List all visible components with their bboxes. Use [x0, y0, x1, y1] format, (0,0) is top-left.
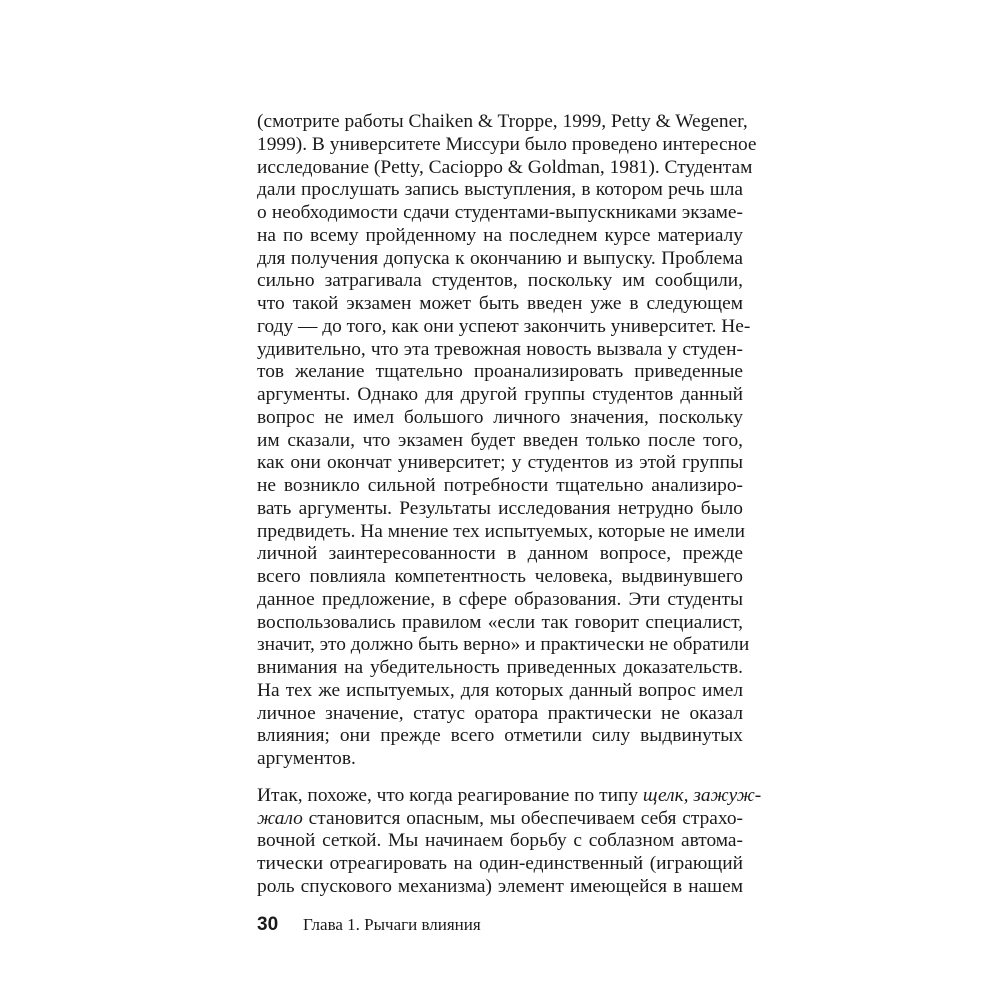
text-line: предвидеть. На мнение тех испытуемых, которые не имели — [257, 520, 746, 542]
text-line: о необходимости сдачи студентами-выпускниками экзаме- — [257, 202, 743, 223]
text-line: вопрос не имел большого личного значения, поскольку — [257, 406, 743, 428]
text-line: удивительно, что эта тревожная новость вызвала у студен- — [257, 338, 743, 360]
paragraph-1 — [257, 111, 757, 771]
text-run: Итак, похоже, что когда реагирование по типу — [257, 784, 643, 806]
running-head: Глава 1. Рычаги влияния — [303, 915, 481, 934]
text-line: роль спускового механизма) элемент имеющейся в нашем — [257, 875, 743, 897]
text-line: вать аргументы. Результаты исследования нетрудно было — [257, 497, 743, 519]
text-line: аргументов. — [257, 748, 356, 769]
paragraph-spacer — [257, 771, 743, 785]
text-line: дали прослушать запись выступления, в котором речь шла — [257, 179, 743, 201]
text-line: 1999). В университете Миссури было проведено интересное — [257, 133, 757, 155]
text-line: всего повлияла компетентность человека, выдвинувшего — [257, 566, 743, 587]
text-line: на по всему пройденному на последнем курсе материалу — [257, 224, 743, 246]
paragraph-2 — [257, 784, 762, 899]
text-line — [257, 808, 743, 831]
text-line: вочной сеткой. Мы начинаем борьбу с соблазном автома- — [257, 830, 743, 852]
text-line: личной заинтересованности в данном вопросе, прежде — [257, 543, 743, 565]
italic-text-run: жало — [257, 807, 303, 829]
text-line: воспользовались правилом «если так говорит специалист, — [257, 611, 743, 633]
text-line: тически отреагировать на один-единственный (играющий — [257, 853, 743, 874]
text-run: становится опасным, мы обеспечиваем себя страхо- — [302, 807, 743, 829]
text-line: влияния; они прежде всего отметили силу выдвинутых — [257, 725, 743, 747]
text-line: (смотрите работы Chaiken & Troppe, 1999, Petty & Wegener, — [257, 111, 748, 132]
text-line: сильно затрагивала студентов, поскольку им сообщили, — [257, 270, 743, 292]
text-line: не возникло сильной потребности тщательно анализиро- — [257, 475, 743, 496]
text-line: им сказали, что экзамен будет введен только после того, — [257, 429, 743, 451]
text-line — [257, 784, 762, 808]
text-line: данное предложение, в сфере образования. Эти студенты — [257, 588, 743, 610]
text-line: году — до того, как они успеют закончить университет. Не- — [257, 315, 751, 337]
text-line: тов желание тщательно проанализировать приведенные — [257, 361, 743, 383]
text-line: как они окончат университет; у студентов из этой группы — [257, 452, 743, 474]
text-line: что такой экзамен может быть введен уже в следующем — [257, 293, 743, 314]
italic-text-run: щелк, зажуж- — [642, 784, 762, 806]
page-number: 30 — [257, 914, 279, 935]
text-line: значит, это должно быть верно» и практически не обратили — [257, 634, 750, 656]
text-line: исследование (Petty, Cacioppo & Goldman, 1981). Студентам — [257, 156, 753, 178]
text-line: личное значение, статус оратора практически не оказал — [257, 702, 743, 724]
text-line: На тех же испытуемых, для которых данный вопрос имел — [257, 679, 743, 701]
page-footer — [257, 914, 481, 936]
text-line: для получения допуска к окончанию и выпуску. Проблема — [257, 247, 743, 269]
text-line: аргументы. Однако для другой группы студентов данный — [257, 384, 743, 405]
text-line: внимания на убедительность приведенных доказательств. — [257, 657, 743, 678]
body-text — [257, 111, 762, 899]
